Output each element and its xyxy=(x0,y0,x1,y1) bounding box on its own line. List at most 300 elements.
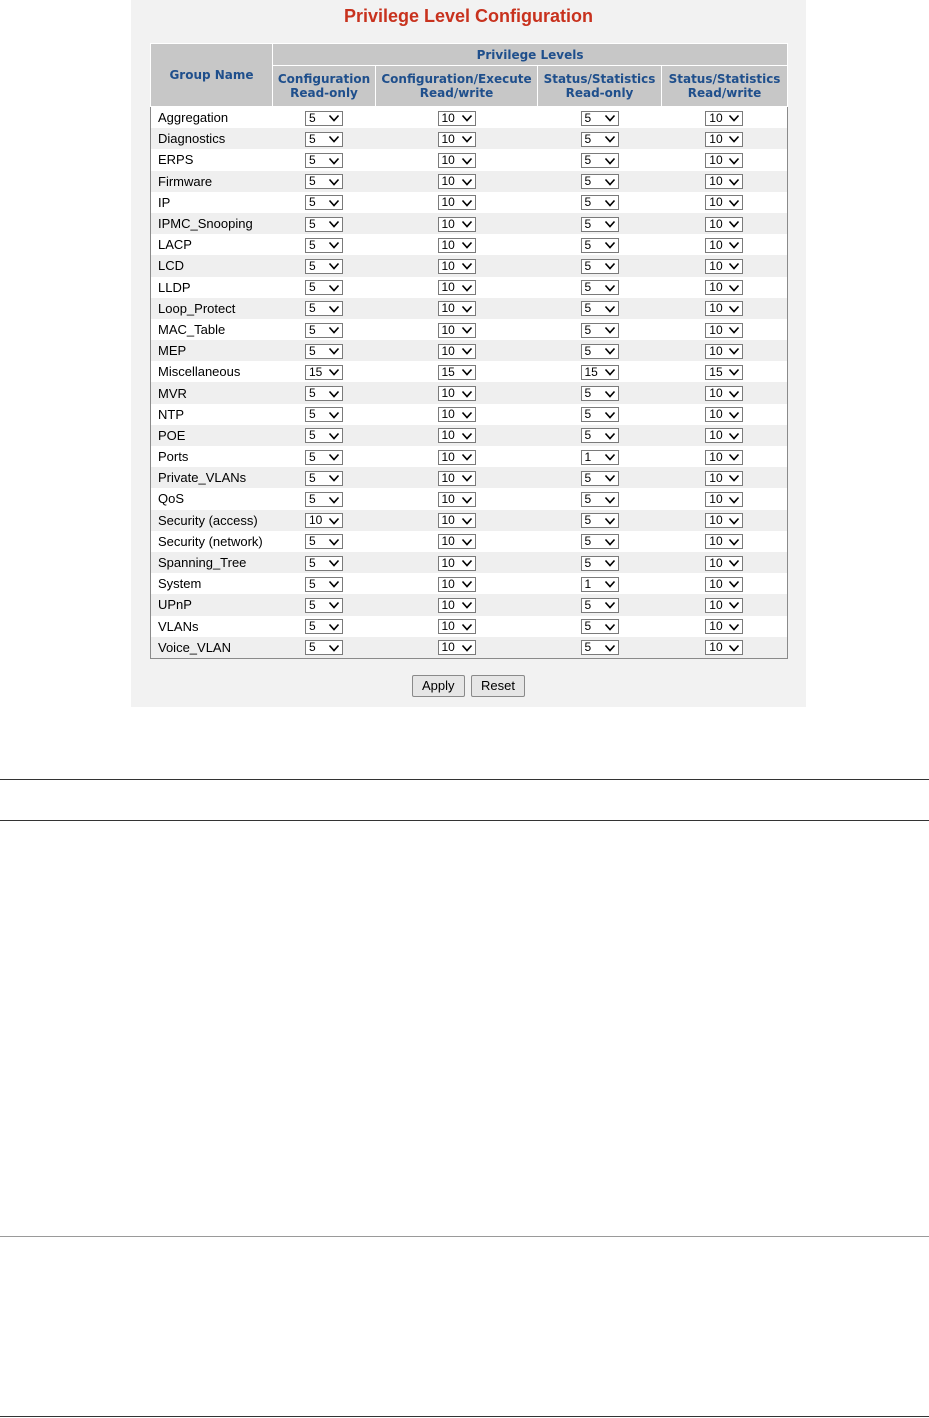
privilege-level-value: 10 xyxy=(441,640,455,655)
privilege-level-select[interactable] xyxy=(438,365,476,380)
chevron-down-icon xyxy=(328,177,340,187)
chevron-down-icon xyxy=(328,452,340,462)
privilege-level-value: 5 xyxy=(309,386,316,401)
group-name-cell: Security (network) xyxy=(151,531,273,552)
privilege-level-select[interactable] xyxy=(438,492,476,507)
privilege-level-value: 10 xyxy=(709,195,723,210)
privilege-level-select[interactable] xyxy=(581,323,619,338)
privilege-level-select[interactable] xyxy=(438,238,476,253)
privilege-level-select[interactable] xyxy=(705,640,743,655)
privilege-level-select[interactable] xyxy=(305,132,343,147)
privilege-level-select[interactable] xyxy=(438,217,476,232)
table-row xyxy=(151,277,788,298)
privilege-level-value: 10 xyxy=(441,492,455,506)
privilege-level-select[interactable] xyxy=(705,513,743,528)
privilege-cell xyxy=(662,573,788,594)
privilege-table xyxy=(150,43,788,659)
privilege-level-value: 5 xyxy=(584,492,592,506)
button-bar xyxy=(131,675,806,697)
table-row xyxy=(151,616,788,637)
chevron-down-icon xyxy=(604,261,616,271)
chevron-down-icon xyxy=(728,431,740,441)
privilege-level-select[interactable] xyxy=(581,195,619,210)
privilege-cell xyxy=(273,255,376,276)
privilege-cell xyxy=(376,488,538,509)
chevron-down-icon xyxy=(604,113,616,123)
privilege-cell xyxy=(376,531,538,552)
privilege-level-select[interactable] xyxy=(581,174,619,189)
privilege-level-value: 10 xyxy=(709,513,723,528)
privilege-level-value: 10 xyxy=(441,428,455,443)
column-header xyxy=(538,66,662,107)
privilege-level-value: 10 xyxy=(441,131,455,146)
privilege-level-select[interactable] xyxy=(305,598,343,613)
chevron-down-icon xyxy=(328,579,340,589)
chevron-down-icon xyxy=(728,156,740,166)
privilege-level-select[interactable] xyxy=(705,619,743,634)
privilege-levels-header: Privilege Levels xyxy=(273,44,788,66)
privilege-level-value: 5 xyxy=(584,131,592,146)
privilege-cell xyxy=(538,192,662,213)
table-row xyxy=(151,382,788,403)
group-name-cell: Security (access) xyxy=(151,510,273,531)
privilege-cell xyxy=(662,128,788,149)
chevron-down-icon xyxy=(328,346,340,356)
chevron-down-icon xyxy=(328,558,340,568)
privilege-cell xyxy=(273,425,376,446)
privilege-cell xyxy=(538,594,662,615)
column-header-line1: Status/Statistics xyxy=(543,72,656,86)
group-name-cell: Private_VLANs xyxy=(151,467,273,488)
privilege-level-select[interactable] xyxy=(305,471,343,486)
privilege-level-select[interactable] xyxy=(705,428,743,443)
privilege-level-value: 10 xyxy=(441,597,455,612)
privilege-level-value: 5 xyxy=(584,534,592,549)
chevron-down-icon xyxy=(604,240,616,250)
chevron-down-icon xyxy=(461,283,473,293)
privilege-level-value: 5 xyxy=(584,237,592,252)
privilege-level-select[interactable] xyxy=(305,577,343,592)
privilege-level-value: 5 xyxy=(584,597,592,612)
privilege-cell xyxy=(662,594,788,615)
chevron-down-icon xyxy=(604,473,616,483)
privilege-cell xyxy=(538,319,662,340)
chevron-down-icon xyxy=(604,452,616,462)
privilege-level-select[interactable] xyxy=(705,111,743,126)
chevron-down-icon xyxy=(728,622,740,632)
privilege-level-select[interactable] xyxy=(581,153,619,168)
chevron-down-icon xyxy=(461,558,473,568)
privilege-cell xyxy=(376,319,538,340)
privilege-level-select[interactable] xyxy=(581,450,619,465)
chevron-down-icon xyxy=(728,134,740,144)
table-row xyxy=(151,213,788,234)
privilege-level-select[interactable] xyxy=(438,556,476,571)
column-header xyxy=(662,66,788,107)
group-name-cell: QoS xyxy=(151,488,273,509)
privilege-level-select[interactable] xyxy=(705,280,743,295)
privilege-level-select[interactable] xyxy=(305,238,343,253)
privilege-level-select[interactable] xyxy=(705,301,743,316)
privilege-level-select[interactable] xyxy=(705,259,743,274)
privilege-level-select[interactable] xyxy=(438,301,476,316)
privilege-cell xyxy=(273,510,376,531)
privilege-level-value: 10 xyxy=(709,576,723,591)
privilege-level-select[interactable] xyxy=(438,513,476,528)
privilege-level-select[interactable] xyxy=(581,280,619,295)
privilege-level-select[interactable] xyxy=(705,238,743,253)
privilege-level-select[interactable] xyxy=(438,280,476,295)
chevron-down-icon xyxy=(728,495,740,505)
privilege-level-select[interactable] xyxy=(705,344,743,359)
privilege-cell xyxy=(538,573,662,594)
chevron-down-icon xyxy=(461,643,473,653)
privilege-level-select[interactable] xyxy=(305,428,343,443)
privilege-level-select[interactable] xyxy=(438,407,476,422)
privilege-level-value: 5 xyxy=(584,216,592,231)
privilege-level-value: 10 xyxy=(709,110,723,125)
privilege-level-select[interactable] xyxy=(438,534,476,549)
chevron-down-icon xyxy=(604,600,616,610)
privilege-level-select[interactable] xyxy=(581,492,619,507)
privilege-level-value: 5 xyxy=(309,407,316,422)
privilege-cell xyxy=(376,128,538,149)
privilege-cell xyxy=(662,107,788,129)
privilege-level-select[interactable] xyxy=(305,259,343,274)
table-row xyxy=(151,107,788,129)
privilege-level-select[interactable] xyxy=(305,344,343,359)
privilege-level-value: 10 xyxy=(709,597,723,612)
privilege-level-select[interactable] xyxy=(581,471,619,486)
column-header-line2: Read/write xyxy=(419,86,494,100)
chevron-down-icon xyxy=(604,346,616,356)
chevron-down-icon xyxy=(328,473,340,483)
privilege-level-select[interactable] xyxy=(581,386,619,401)
privilege-level-select[interactable] xyxy=(705,174,743,189)
privilege-level-value: 5 xyxy=(309,174,316,189)
privilege-level-select[interactable] xyxy=(305,640,343,655)
privilege-cell xyxy=(538,107,662,129)
privilege-level-select[interactable] xyxy=(438,259,476,274)
chevron-down-icon xyxy=(728,473,740,483)
privilege-level-value: 5 xyxy=(584,195,592,210)
privilege-level-select[interactable] xyxy=(705,534,743,549)
chevron-down-icon xyxy=(328,325,340,335)
chevron-down-icon xyxy=(461,452,473,462)
privilege-cell xyxy=(538,446,662,467)
privilege-table-body xyxy=(151,107,788,659)
privilege-level-select[interactable] xyxy=(581,619,619,634)
privilege-level-select[interactable] xyxy=(705,153,743,168)
privilege-cell xyxy=(273,594,376,615)
privilege-level-select[interactable] xyxy=(705,386,743,401)
privilege-level-select[interactable] xyxy=(581,365,619,380)
privilege-level-value: 10 xyxy=(441,407,455,422)
chevron-down-icon xyxy=(604,622,616,632)
privilege-cell xyxy=(376,510,538,531)
chevron-down-icon xyxy=(728,367,740,377)
column-header-line2: Read-only xyxy=(565,86,634,100)
table-row xyxy=(151,128,788,149)
privilege-level-value: 5 xyxy=(309,576,316,591)
privilege-level-value: 10 xyxy=(441,110,455,125)
privilege-level-select[interactable] xyxy=(581,111,619,126)
group-name-cell: Spanning_Tree xyxy=(151,552,273,573)
chevron-down-icon xyxy=(728,643,740,653)
privilege-level-select[interactable] xyxy=(581,301,619,316)
privilege-level-select[interactable] xyxy=(581,344,619,359)
privilege-cell xyxy=(273,213,376,234)
privilege-cell xyxy=(376,192,538,213)
column-header xyxy=(376,66,538,107)
privilege-level-select[interactable] xyxy=(581,534,619,549)
privilege-cell xyxy=(273,277,376,298)
privilege-level-value: 5 xyxy=(584,280,592,295)
privilege-level-select[interactable] xyxy=(705,365,743,380)
chevron-down-icon xyxy=(328,156,340,166)
privilege-level-select[interactable] xyxy=(581,428,619,443)
divider xyxy=(0,1236,929,1237)
privilege-level-select[interactable] xyxy=(438,471,476,486)
privilege-level-select[interactable] xyxy=(705,450,743,465)
privilege-level-select[interactable] xyxy=(438,450,476,465)
privilege-cell xyxy=(273,192,376,213)
chevron-down-icon xyxy=(604,389,616,399)
privilege-level-select[interactable] xyxy=(705,492,743,507)
privilege-level-select[interactable] xyxy=(705,132,743,147)
privilege-level-value: 10 xyxy=(309,513,323,528)
privilege-level-select[interactable] xyxy=(305,280,343,295)
chevron-down-icon xyxy=(328,516,340,526)
privilege-level-select[interactable] xyxy=(305,450,343,465)
privilege-level-value: 10 xyxy=(709,428,723,443)
privilege-level-value: 10 xyxy=(441,153,455,167)
privilege-level-value: 5 xyxy=(309,470,316,485)
privilege-level-select[interactable] xyxy=(581,407,619,422)
chevron-down-icon xyxy=(328,240,340,250)
privilege-cell xyxy=(273,234,376,255)
privilege-level-select[interactable] xyxy=(305,407,343,422)
chevron-down-icon xyxy=(328,219,340,229)
privilege-level-select[interactable] xyxy=(705,195,743,210)
privilege-level-select[interactable] xyxy=(438,640,476,655)
privilege-cell xyxy=(538,467,662,488)
column-header xyxy=(273,66,376,107)
chevron-down-icon xyxy=(461,240,473,250)
chevron-down-icon xyxy=(328,113,340,123)
privilege-level-select[interactable] xyxy=(705,407,743,422)
privilege-level-select[interactable] xyxy=(305,153,343,168)
divider xyxy=(0,779,929,780)
privilege-level-select[interactable] xyxy=(705,598,743,613)
column-header-line1: Configuration/Execute xyxy=(381,72,532,86)
privilege-level-select[interactable] xyxy=(305,217,343,232)
privilege-level-value: 10 xyxy=(709,449,723,464)
privilege-cell xyxy=(273,298,376,319)
reset-button[interactable]: Reset xyxy=(471,675,525,697)
privilege-level-select[interactable] xyxy=(438,323,476,338)
privilege-level-value: 1 xyxy=(584,449,592,464)
privilege-cell xyxy=(376,404,538,425)
chevron-down-icon xyxy=(328,389,340,399)
privilege-level-select[interactable] xyxy=(305,492,343,507)
group-name-cell: NTP xyxy=(151,404,273,425)
chevron-down-icon xyxy=(461,389,473,399)
privilege-level-select[interactable] xyxy=(581,238,619,253)
privilege-level-select[interactable] xyxy=(438,598,476,613)
privilege-level-select[interactable] xyxy=(305,365,343,380)
chevron-down-icon xyxy=(461,113,473,123)
privilege-level-value: 10 xyxy=(441,534,455,549)
privilege-cell xyxy=(376,340,538,361)
privilege-level-select[interactable] xyxy=(705,217,743,232)
privilege-level-select[interactable] xyxy=(305,323,343,338)
privilege-level-select[interactable] xyxy=(305,513,343,528)
privilege-level-select[interactable] xyxy=(305,301,343,316)
privilege-level-value: 5 xyxy=(584,322,592,337)
privilege-cell xyxy=(376,234,538,255)
page-title: Privilege Level Configuration xyxy=(343,6,594,26)
column-header-line1: Status/Statistics xyxy=(668,72,781,86)
privilege-cell xyxy=(376,361,538,382)
privilege-cell xyxy=(662,277,788,298)
chevron-down-icon xyxy=(604,304,616,314)
privilege-level-select[interactable] xyxy=(581,577,619,592)
chevron-down-icon xyxy=(604,537,616,547)
privilege-level-value: 10 xyxy=(709,258,723,273)
privilege-level-select[interactable] xyxy=(305,386,343,401)
privilege-level-select[interactable] xyxy=(438,111,476,126)
privilege-level-select[interactable] xyxy=(581,259,619,274)
table-row xyxy=(151,637,788,659)
privilege-level-select[interactable] xyxy=(581,640,619,655)
privilege-level-select[interactable] xyxy=(438,386,476,401)
privilege-level-select[interactable] xyxy=(438,153,476,168)
privilege-level-select[interactable] xyxy=(438,174,476,189)
chevron-down-icon xyxy=(328,600,340,610)
chevron-down-icon xyxy=(604,156,616,166)
privilege-cell xyxy=(662,255,788,276)
privilege-level-value: 5 xyxy=(309,449,316,464)
privilege-level-select[interactable] xyxy=(705,471,743,486)
privilege-cell xyxy=(538,171,662,192)
chevron-down-icon xyxy=(328,198,340,208)
table-row xyxy=(151,573,788,594)
table-row xyxy=(151,298,788,319)
privilege-level-select[interactable] xyxy=(305,111,343,126)
privilege-cell xyxy=(376,425,538,446)
chevron-down-icon xyxy=(728,304,740,314)
chevron-down-icon xyxy=(461,261,473,271)
chevron-down-icon xyxy=(328,134,340,144)
privilege-level-select[interactable] xyxy=(581,513,619,528)
table-row xyxy=(151,149,788,170)
privilege-level-select[interactable] xyxy=(305,195,343,210)
privilege-cell xyxy=(273,361,376,382)
privilege-cell xyxy=(273,637,376,659)
privilege-cell xyxy=(538,616,662,637)
chevron-down-icon xyxy=(728,410,740,420)
privilege-cell xyxy=(538,234,662,255)
privilege-cell xyxy=(273,616,376,637)
privilege-cell xyxy=(376,552,538,573)
apply-button[interactable]: Apply xyxy=(412,675,465,697)
privilege-level-value: 5 xyxy=(309,216,316,231)
privilege-level-select[interactable] xyxy=(705,323,743,338)
privilege-level-select[interactable] xyxy=(305,556,343,571)
privilege-cell xyxy=(662,234,788,255)
privilege-level-value: 5 xyxy=(584,343,592,358)
privilege-cell xyxy=(662,425,788,446)
privilege-cell xyxy=(662,192,788,213)
chevron-down-icon xyxy=(328,643,340,653)
privilege-cell xyxy=(376,298,538,319)
privilege-level-select[interactable] xyxy=(438,195,476,210)
chevron-down-icon xyxy=(461,516,473,526)
privilege-level-select[interactable] xyxy=(438,577,476,592)
privilege-level-select[interactable] xyxy=(305,619,343,634)
privilege-level-select[interactable] xyxy=(438,344,476,359)
privilege-level-value: 10 xyxy=(709,174,723,189)
privilege-level-value: 10 xyxy=(441,343,455,358)
privilege-level-select[interactable] xyxy=(581,132,619,147)
chevron-down-icon xyxy=(461,325,473,335)
privilege-level-select[interactable] xyxy=(705,556,743,571)
privilege-level-select[interactable] xyxy=(705,577,743,592)
privilege-level-value: 10 xyxy=(441,237,455,252)
privilege-cell xyxy=(273,404,376,425)
privilege-level-select[interactable] xyxy=(438,428,476,443)
privilege-cell xyxy=(273,446,376,467)
privilege-level-value: 10 xyxy=(709,301,723,316)
privilege-cell xyxy=(273,573,376,594)
privilege-level-select[interactable] xyxy=(438,619,476,634)
group-name-cell: Diagnostics xyxy=(151,128,273,149)
privilege-level-value: 10 xyxy=(709,534,723,549)
privilege-level-value: 10 xyxy=(441,470,455,485)
privilege-level-value: 10 xyxy=(441,258,455,273)
privilege-cell xyxy=(376,107,538,129)
chevron-down-icon xyxy=(461,537,473,547)
privilege-level-select[interactable] xyxy=(581,217,619,232)
chevron-down-icon xyxy=(728,240,740,250)
privilege-level-value: 5 xyxy=(584,258,592,273)
privilege-level-value: 5 xyxy=(584,174,592,189)
chevron-down-icon xyxy=(461,134,473,144)
privilege-level-value: 5 xyxy=(584,428,592,443)
privilege-level-select[interactable] xyxy=(305,174,343,189)
chevron-down-icon xyxy=(728,558,740,568)
privilege-cell xyxy=(376,616,538,637)
privilege-cell xyxy=(662,149,788,170)
chevron-down-icon xyxy=(604,283,616,293)
chevron-down-icon xyxy=(728,389,740,399)
privilege-cell xyxy=(662,404,788,425)
privilege-cell xyxy=(376,255,538,276)
privilege-level-value: 10 xyxy=(441,280,455,295)
privilege-level-select[interactable] xyxy=(305,534,343,549)
group-name-cell: Aggregation xyxy=(151,107,273,129)
privilege-level-select[interactable] xyxy=(438,132,476,147)
privilege-level-select[interactable] xyxy=(581,598,619,613)
privilege-cell xyxy=(662,340,788,361)
privilege-cell xyxy=(662,213,788,234)
group-name-cell: LLDP xyxy=(151,277,273,298)
chevron-down-icon xyxy=(461,304,473,314)
group-name-cell: Ports xyxy=(151,446,273,467)
chevron-down-icon xyxy=(461,473,473,483)
privilege-level-select[interactable] xyxy=(581,556,619,571)
